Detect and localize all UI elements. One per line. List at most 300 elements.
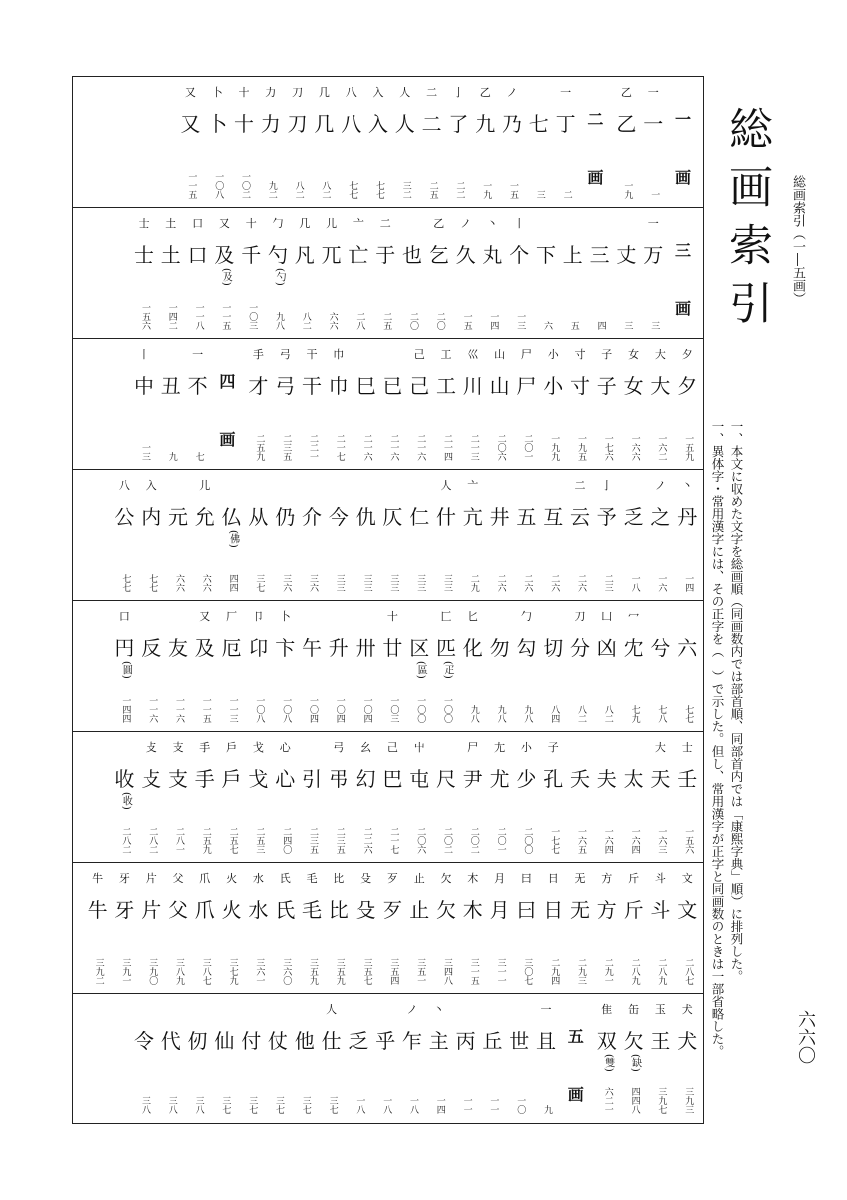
kanji-entry[interactable] xyxy=(219,863,245,993)
kanji-entry[interactable] xyxy=(487,470,513,600)
kanji-entry[interactable] xyxy=(158,339,184,469)
kanji-entry[interactable] xyxy=(138,732,164,862)
radical: 小 xyxy=(520,741,532,754)
kanji: 巾 xyxy=(328,374,349,398)
kanji-entry[interactable] xyxy=(345,208,371,338)
kanji-entry[interactable] xyxy=(158,994,184,1122)
kanji-entry[interactable] xyxy=(647,601,673,731)
page-reference: 二八九 xyxy=(629,958,640,985)
kanji: 乃 xyxy=(502,112,522,136)
kanji-entry[interactable] xyxy=(299,470,325,600)
kanji-entry[interactable] xyxy=(85,863,111,993)
kanji-entry[interactable] xyxy=(353,863,379,993)
kanji-entry[interactable] xyxy=(587,208,613,338)
kanji-entry[interactable] xyxy=(165,601,191,731)
kanji-entry[interactable] xyxy=(219,470,245,600)
page-reference: 二二 xyxy=(454,181,465,199)
page-reference: 三八 xyxy=(140,1096,150,1114)
kanji-entry[interactable] xyxy=(299,732,325,862)
page-reference: 三三 xyxy=(361,574,372,592)
page-reference: 三六〇 xyxy=(281,958,292,985)
kanji: 弓 xyxy=(275,374,296,398)
radical: 片 xyxy=(145,872,157,885)
kanji-entry[interactable] xyxy=(567,601,593,731)
page-reference: 一 xyxy=(649,190,660,199)
kanji-entry[interactable] xyxy=(460,470,486,600)
radical: 方 xyxy=(601,872,613,885)
page-reference: 二八 xyxy=(354,312,365,330)
page-reference: 三六 xyxy=(281,574,292,592)
page-title: 総画索引 xyxy=(721,106,772,338)
kanji: 已 xyxy=(382,374,403,398)
kanji-entry[interactable] xyxy=(131,208,157,338)
kanji-entry[interactable] xyxy=(419,77,445,207)
page-reference: 一一五 xyxy=(200,696,211,723)
kanji: 友 xyxy=(168,636,188,660)
kanji-entry[interactable] xyxy=(453,994,479,1122)
page-reference: 一八 xyxy=(381,1096,392,1114)
kanji-entry[interactable] xyxy=(621,732,647,862)
kanji-entry[interactable] xyxy=(460,863,486,993)
kanji: 口 xyxy=(187,243,208,267)
kanji-entry[interactable] xyxy=(111,601,137,731)
kanji-entry[interactable] xyxy=(138,863,164,993)
kanji-entry[interactable] xyxy=(513,339,539,469)
kanji-entry[interactable] xyxy=(326,470,352,600)
kanji-entry[interactable] xyxy=(487,339,513,469)
radical: 匚 xyxy=(440,610,452,623)
kanji: 卜 xyxy=(207,112,228,136)
kanji-entry[interactable] xyxy=(513,601,539,731)
kanji-entry[interactable] xyxy=(506,994,532,1122)
stroke-count-header xyxy=(667,208,699,338)
kanji-entry[interactable] xyxy=(365,77,391,207)
kanji-entry[interactable] xyxy=(674,470,700,600)
page-reference: 一六六 xyxy=(629,434,640,461)
kanji-entry[interactable] xyxy=(192,470,218,600)
kanji-entry[interactable] xyxy=(326,863,352,993)
radical: 一 xyxy=(192,348,204,361)
kanji-entry[interactable] xyxy=(406,732,432,862)
kanji-entry[interactable] xyxy=(460,732,486,862)
kanji-entry[interactable] xyxy=(433,339,459,469)
stroke-count-ga: 画 xyxy=(674,299,691,318)
radical: 又 xyxy=(184,86,196,99)
radical: 戶 xyxy=(226,741,238,754)
kanji-entry[interactable] xyxy=(472,77,498,207)
kanji-entry[interactable] xyxy=(379,601,405,731)
kanji-entry[interactable] xyxy=(674,601,700,731)
kanji: 下 xyxy=(536,243,556,267)
kanji-entry[interactable] xyxy=(192,732,218,862)
kanji-entry[interactable] xyxy=(567,732,593,862)
kanji-entry[interactable] xyxy=(479,994,505,1122)
kanji-entry[interactable] xyxy=(533,994,559,1122)
kanji-entry[interactable] xyxy=(621,863,647,993)
page-reference: 一六四 xyxy=(602,827,613,854)
page-reference: 三一一 xyxy=(495,958,506,985)
kanji-entry[interactable] xyxy=(674,863,700,993)
kanji-entry[interactable] xyxy=(299,863,325,993)
page-reference: 二一六 xyxy=(388,434,399,461)
kanji: 个 xyxy=(509,243,530,267)
kanji-entry[interactable] xyxy=(640,208,666,338)
kanji-entry[interactable] xyxy=(299,601,325,731)
kanji: 才 xyxy=(248,374,269,398)
page-reference: 九 xyxy=(542,1105,552,1114)
kanji-entry[interactable] xyxy=(460,601,486,731)
kanji-entry[interactable] xyxy=(433,732,459,862)
kanji: 仍 xyxy=(275,505,296,529)
radical: 止 xyxy=(413,872,425,885)
radical: 木 xyxy=(467,872,479,885)
kanji-entry[interactable] xyxy=(372,208,398,338)
kanji: 爪 xyxy=(194,898,215,922)
kanji: 升 xyxy=(328,636,349,660)
kanji: 井 xyxy=(489,505,510,529)
kanji-entry[interactable] xyxy=(594,732,620,862)
kanji-entry[interactable] xyxy=(406,601,432,731)
kanji: 于 xyxy=(375,243,396,267)
kanji-entry[interactable] xyxy=(192,863,218,993)
kanji-entry[interactable] xyxy=(399,994,425,1122)
kanji-entry[interactable] xyxy=(487,732,513,862)
radical: 几 xyxy=(318,86,330,99)
kanji-entry[interactable] xyxy=(272,601,298,731)
kanji-entry[interactable] xyxy=(640,77,666,207)
kanji-entry[interactable] xyxy=(433,470,459,600)
kanji-entry[interactable] xyxy=(647,470,673,600)
radical: 火 xyxy=(226,872,238,885)
kanji-entry[interactable] xyxy=(111,863,137,993)
page-reference: 二九 xyxy=(468,574,479,592)
page-reference: 七 xyxy=(193,452,204,461)
kanji-entry[interactable] xyxy=(299,339,325,469)
kanji-entry[interactable] xyxy=(513,732,539,862)
kanji-entry[interactable] xyxy=(185,994,211,1122)
kanji: 凶 xyxy=(596,636,617,660)
kanji: 又 xyxy=(180,112,201,136)
kanji-entry[interactable] xyxy=(594,863,620,993)
page-reference: 一六 xyxy=(656,574,667,592)
kanji-entry[interactable] xyxy=(540,470,566,600)
radical: 卜 xyxy=(211,86,223,99)
kanji-entry[interactable] xyxy=(621,601,647,731)
kanji-entry[interactable] xyxy=(177,77,203,207)
kanji: 尺 xyxy=(436,767,456,791)
kanji: 壬 xyxy=(677,767,698,791)
kanji-entry[interactable] xyxy=(506,208,532,338)
radical: 乙 xyxy=(433,217,445,230)
kanji-entry[interactable] xyxy=(613,208,639,338)
kanji: 亢 xyxy=(462,505,483,529)
kanji-entry[interactable] xyxy=(487,863,513,993)
kanji-entry[interactable] xyxy=(211,994,237,1122)
kanji-entry[interactable] xyxy=(219,732,245,862)
kanji: 丹 xyxy=(677,505,698,529)
kanji: 止 xyxy=(409,898,430,922)
kanji-entry[interactable] xyxy=(621,470,647,600)
kanji: 大 xyxy=(650,374,671,398)
kanji-entry[interactable] xyxy=(292,994,318,1122)
kanji-entry[interactable] xyxy=(372,994,398,1122)
kanji-entry[interactable] xyxy=(674,339,700,469)
page-reference: 三九三 xyxy=(683,1087,694,1114)
kanji: 干 xyxy=(302,374,322,398)
page-reference: 二五九 xyxy=(254,434,265,461)
kanji-entry[interactable] xyxy=(426,994,452,1122)
kanji-entry[interactable] xyxy=(540,339,566,469)
kanji-entry[interactable] xyxy=(567,863,593,993)
kanji-entry[interactable] xyxy=(540,732,566,862)
kanji: 互 xyxy=(543,505,564,529)
radical: 八 xyxy=(118,479,130,492)
kanji-entry[interactable] xyxy=(185,339,211,469)
radical: 丶 xyxy=(486,217,498,230)
page-reference: 二一六 xyxy=(415,434,426,461)
kanji-entry[interactable] xyxy=(392,77,418,207)
kanji-entry[interactable] xyxy=(540,601,566,731)
kanji-entry[interactable] xyxy=(285,77,311,207)
radical: 大 xyxy=(654,348,666,361)
kanji-entry[interactable] xyxy=(211,208,237,338)
kanji-entry[interactable] xyxy=(265,994,291,1122)
kanji-entry[interactable] xyxy=(399,208,425,338)
kanji: 幻 xyxy=(355,767,376,791)
kanji-entry[interactable] xyxy=(192,601,218,731)
kanji: 牙 xyxy=(114,898,135,922)
kanji-entry[interactable] xyxy=(460,339,486,469)
kanji-entry[interactable] xyxy=(219,601,245,731)
kanji-entry[interactable] xyxy=(245,863,271,993)
kanji-entry[interactable] xyxy=(647,863,673,993)
kanji-entry[interactable] xyxy=(265,208,291,338)
kanji-entry[interactable] xyxy=(311,77,337,207)
page-reference: 三九一 xyxy=(120,958,131,985)
page-reference: 一〇八 xyxy=(281,696,292,723)
page-reference: 一一五 xyxy=(186,172,197,199)
index-band xyxy=(73,994,703,1122)
kanji: 勺 xyxy=(268,243,288,267)
page-reference: 一六四 xyxy=(629,827,640,854)
page-reference: 一〇 xyxy=(515,1096,526,1114)
kanji-entry[interactable] xyxy=(353,339,379,469)
kanji-entry[interactable] xyxy=(185,208,211,338)
kanji-entry[interactable] xyxy=(479,208,505,338)
page-reference: 三三 xyxy=(334,574,345,592)
kanji-entry[interactable] xyxy=(353,470,379,600)
kanji: 工 xyxy=(436,374,456,398)
kanji: 卞 xyxy=(275,636,296,660)
kanji-entry[interactable] xyxy=(433,601,459,731)
kanji-entry[interactable] xyxy=(204,77,230,207)
kanji-entry[interactable] xyxy=(165,863,191,993)
kanji: 寸 xyxy=(570,374,590,398)
kanji: 片 xyxy=(141,898,162,922)
kanji-entry[interactable] xyxy=(338,77,364,207)
kanji-entry[interactable] xyxy=(621,339,647,469)
page-reference: 二八七 xyxy=(683,958,694,985)
kanji-entry[interactable] xyxy=(345,994,371,1122)
kanji-entry[interactable] xyxy=(326,601,352,731)
kanji-entry[interactable] xyxy=(594,994,620,1122)
kanji-entry[interactable] xyxy=(245,339,271,469)
kanji-entry[interactable] xyxy=(138,601,164,731)
page-reference: 一一三 xyxy=(227,696,238,723)
radical: 殳 xyxy=(360,872,372,885)
kanji-entry[interactable] xyxy=(379,470,405,600)
kanji: 木 xyxy=(462,898,483,922)
kanji-entry[interactable] xyxy=(292,208,318,338)
kanji-entry[interactable] xyxy=(487,601,513,731)
kanji-entry[interactable] xyxy=(272,339,298,469)
kanji: 引 xyxy=(302,767,322,791)
radical: 土 xyxy=(165,217,177,230)
kanji-entry[interactable] xyxy=(238,994,264,1122)
stroke-count-numeral: 五 xyxy=(567,1027,584,1046)
kanji-entry[interactable] xyxy=(647,339,673,469)
kanji-entry[interactable] xyxy=(165,732,191,862)
radical: 弓 xyxy=(333,741,345,754)
kanji-entry[interactable] xyxy=(594,601,620,731)
kanji-entry[interactable] xyxy=(526,77,552,207)
kanji-entry[interactable] xyxy=(111,470,137,600)
kanji-entry[interactable] xyxy=(426,208,452,338)
radical: 二 xyxy=(574,479,586,492)
kanji: 夭 xyxy=(570,767,590,791)
kanji-entry[interactable] xyxy=(560,208,586,338)
kanji-entry[interactable] xyxy=(353,601,379,731)
kanji-entry[interactable] xyxy=(238,208,264,338)
kanji: 巴 xyxy=(382,767,403,791)
kanji-entry[interactable] xyxy=(245,732,271,862)
kanji: 支 xyxy=(168,767,188,791)
page-reference: 一六二 xyxy=(656,434,667,461)
kanji-entry[interactable] xyxy=(594,470,620,600)
kanji-entry[interactable] xyxy=(272,470,298,600)
stroke-count-ga: 画 xyxy=(587,168,604,187)
kanji-entry[interactable] xyxy=(138,470,164,600)
radical: 又 xyxy=(218,217,230,230)
page-reference: 六六 xyxy=(174,574,184,592)
index-band xyxy=(73,601,703,732)
radical: 己 xyxy=(386,741,398,754)
kanji: 主 xyxy=(428,1029,449,1053)
kanji-entry[interactable] xyxy=(674,994,700,1122)
page-reference: 三五九 xyxy=(334,958,345,985)
page-reference: 二一七 xyxy=(388,827,399,854)
radical: 人 xyxy=(399,86,411,99)
radical: 女 xyxy=(628,348,640,361)
kanji: 勿 xyxy=(489,636,510,660)
kanji-entry[interactable] xyxy=(499,77,525,207)
kanji-entry[interactable] xyxy=(406,470,432,600)
kanji-entry[interactable] xyxy=(433,863,459,993)
kanji-entry[interactable] xyxy=(553,77,579,207)
kanji-entry[interactable] xyxy=(406,863,432,993)
kanji-entry[interactable] xyxy=(258,77,284,207)
kanji-entry[interactable] xyxy=(533,208,559,338)
kanji-entry[interactable] xyxy=(245,470,271,600)
page-reference: 六六 xyxy=(200,574,211,592)
variant-form: (雙) xyxy=(602,1054,614,1072)
kanji: 十 xyxy=(234,112,254,136)
kanji-entry[interactable] xyxy=(326,339,352,469)
kanji-entry[interactable] xyxy=(158,208,184,338)
kanji-entry[interactable] xyxy=(165,470,191,600)
kanji: 火 xyxy=(221,898,242,922)
kanji-entry[interactable] xyxy=(594,339,620,469)
kanji-entry[interactable] xyxy=(513,863,539,993)
kanji-entry[interactable] xyxy=(111,732,137,862)
kanji-entry[interactable] xyxy=(567,339,593,469)
kanji-entry[interactable] xyxy=(379,863,405,993)
radical: 子 xyxy=(601,348,613,361)
kanji-entry[interactable] xyxy=(567,470,593,600)
kanji-entry[interactable] xyxy=(231,77,257,207)
radical: 士 xyxy=(138,217,150,230)
kanji: 二 xyxy=(421,112,442,136)
kanji: 切 xyxy=(543,636,564,660)
kanji: 丈 xyxy=(616,243,637,267)
kanji-entry[interactable] xyxy=(379,732,405,862)
page-reference: 二〇六 xyxy=(495,434,506,461)
radical: 十 xyxy=(386,610,398,623)
kanji-entry[interactable] xyxy=(647,732,673,862)
kanji-entry[interactable] xyxy=(445,77,471,207)
kanji-entry[interactable] xyxy=(621,994,647,1122)
kanji-entry[interactable] xyxy=(131,339,157,469)
kanji-entry[interactable] xyxy=(379,339,405,469)
page-reference: 三五四 xyxy=(388,958,399,985)
page-reference: 二二一 xyxy=(308,434,318,461)
kanji-entry[interactable] xyxy=(513,470,539,600)
kanji-entry[interactable] xyxy=(319,994,345,1122)
kanji-entry[interactable] xyxy=(326,732,352,862)
page-reference: 二一三 xyxy=(468,434,479,461)
kanji-entry[interactable] xyxy=(272,863,298,993)
kanji-entry[interactable] xyxy=(319,208,345,338)
kanji: 尤 xyxy=(489,767,510,791)
page-reference: 三九二 xyxy=(93,958,104,985)
page-reference: 三八 xyxy=(166,1096,177,1114)
kanji-entry[interactable] xyxy=(613,77,639,207)
kanji-entry[interactable] xyxy=(131,994,157,1122)
kanji: 勾 xyxy=(516,636,537,660)
page-reference: 一三 xyxy=(140,443,150,461)
kanji: 乍 xyxy=(402,1029,422,1053)
page-reference: 三六 xyxy=(308,574,318,592)
kanji-entry[interactable] xyxy=(540,863,566,993)
kanji: 内 xyxy=(141,505,162,529)
kanji: 乞 xyxy=(428,243,449,267)
kanji-entry[interactable] xyxy=(674,732,700,862)
kanji-entry[interactable] xyxy=(453,208,479,338)
kanji: 乏 xyxy=(348,1029,369,1053)
stroke-count-header xyxy=(560,994,592,1122)
kanji-entry[interactable] xyxy=(406,339,432,469)
kanji: 今 xyxy=(328,505,349,529)
kanji: 亡 xyxy=(348,243,369,267)
page-reference: 二五三 xyxy=(254,827,265,854)
kanji: 仄 xyxy=(382,505,403,529)
kanji: 卬 xyxy=(248,636,269,660)
kanji-entry[interactable] xyxy=(647,994,673,1122)
kanji-entry[interactable] xyxy=(353,732,379,862)
kanji-entry[interactable] xyxy=(272,732,298,862)
radical: 亠 xyxy=(352,217,364,230)
kanji-entry[interactable] xyxy=(245,601,271,731)
